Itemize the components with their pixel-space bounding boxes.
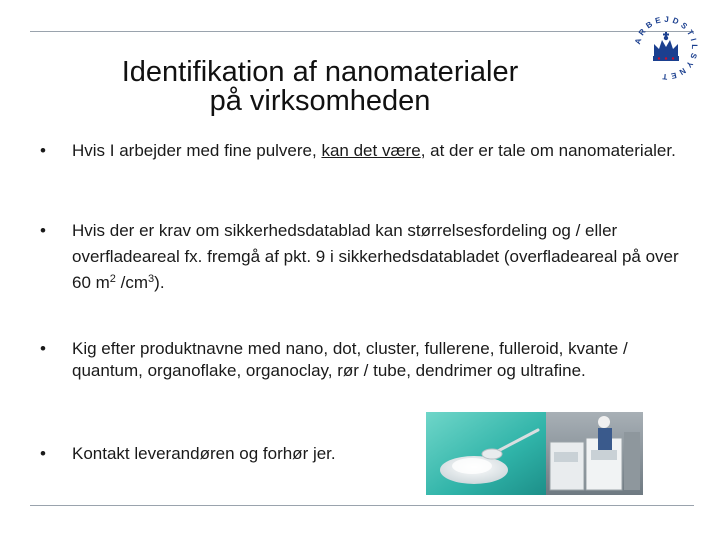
bottom-divider [30,505,694,506]
crown-icon [632,14,700,82]
logo-text: ARBEJDSTILSYNET [633,14,700,82]
slide-title [80,58,560,116]
bullet-text-start: Hvis I arbejder med fine pulvere, [72,141,322,160]
photo-illustration [426,412,643,495]
bullet-text: Kontakt leverandøren og forhør jer. [72,444,336,463]
bullet-text-close: ). [154,273,165,292]
title-line-1: Identifikation af nanomaterialer [121,56,519,88]
bullet-text [72,218,682,296]
superscript-2: 2 [109,273,116,285]
top-divider [30,31,694,32]
bullet-text [72,140,682,162]
bullet-text-end: , at der er tale om nanomaterialer. [420,141,676,160]
title-line-2: på virksomheden [209,85,431,117]
unit-text: /cm [115,273,149,292]
arbejdstilsynet-logo [632,14,700,82]
superscript-3: 3 [148,273,155,285]
bullet-text: Kig efter produktnavne med nano, dot, cluster, fullerene, fulleroid, kvante / quantum, organoflake, organoclay, rør / tube, dendrimer og ultrafine. [72,339,628,380]
underlined-phrase: kan det være [321,141,421,160]
bullet-marker: • [40,141,46,160]
bullet-marker: • [40,339,46,358]
bullet-text-main: Hvis der er krav om sikkerhedsdatablad kan størrelsesfordeling og / eller overfladeareal fx. fremgå af pkt. 9 i sikkerhedsdatabladet (overfladeareal på over 60 m [72,221,679,292]
bullet-marker: • [40,444,46,463]
bullet-marker: • [40,221,46,240]
nano-powder-photo [426,412,643,495]
